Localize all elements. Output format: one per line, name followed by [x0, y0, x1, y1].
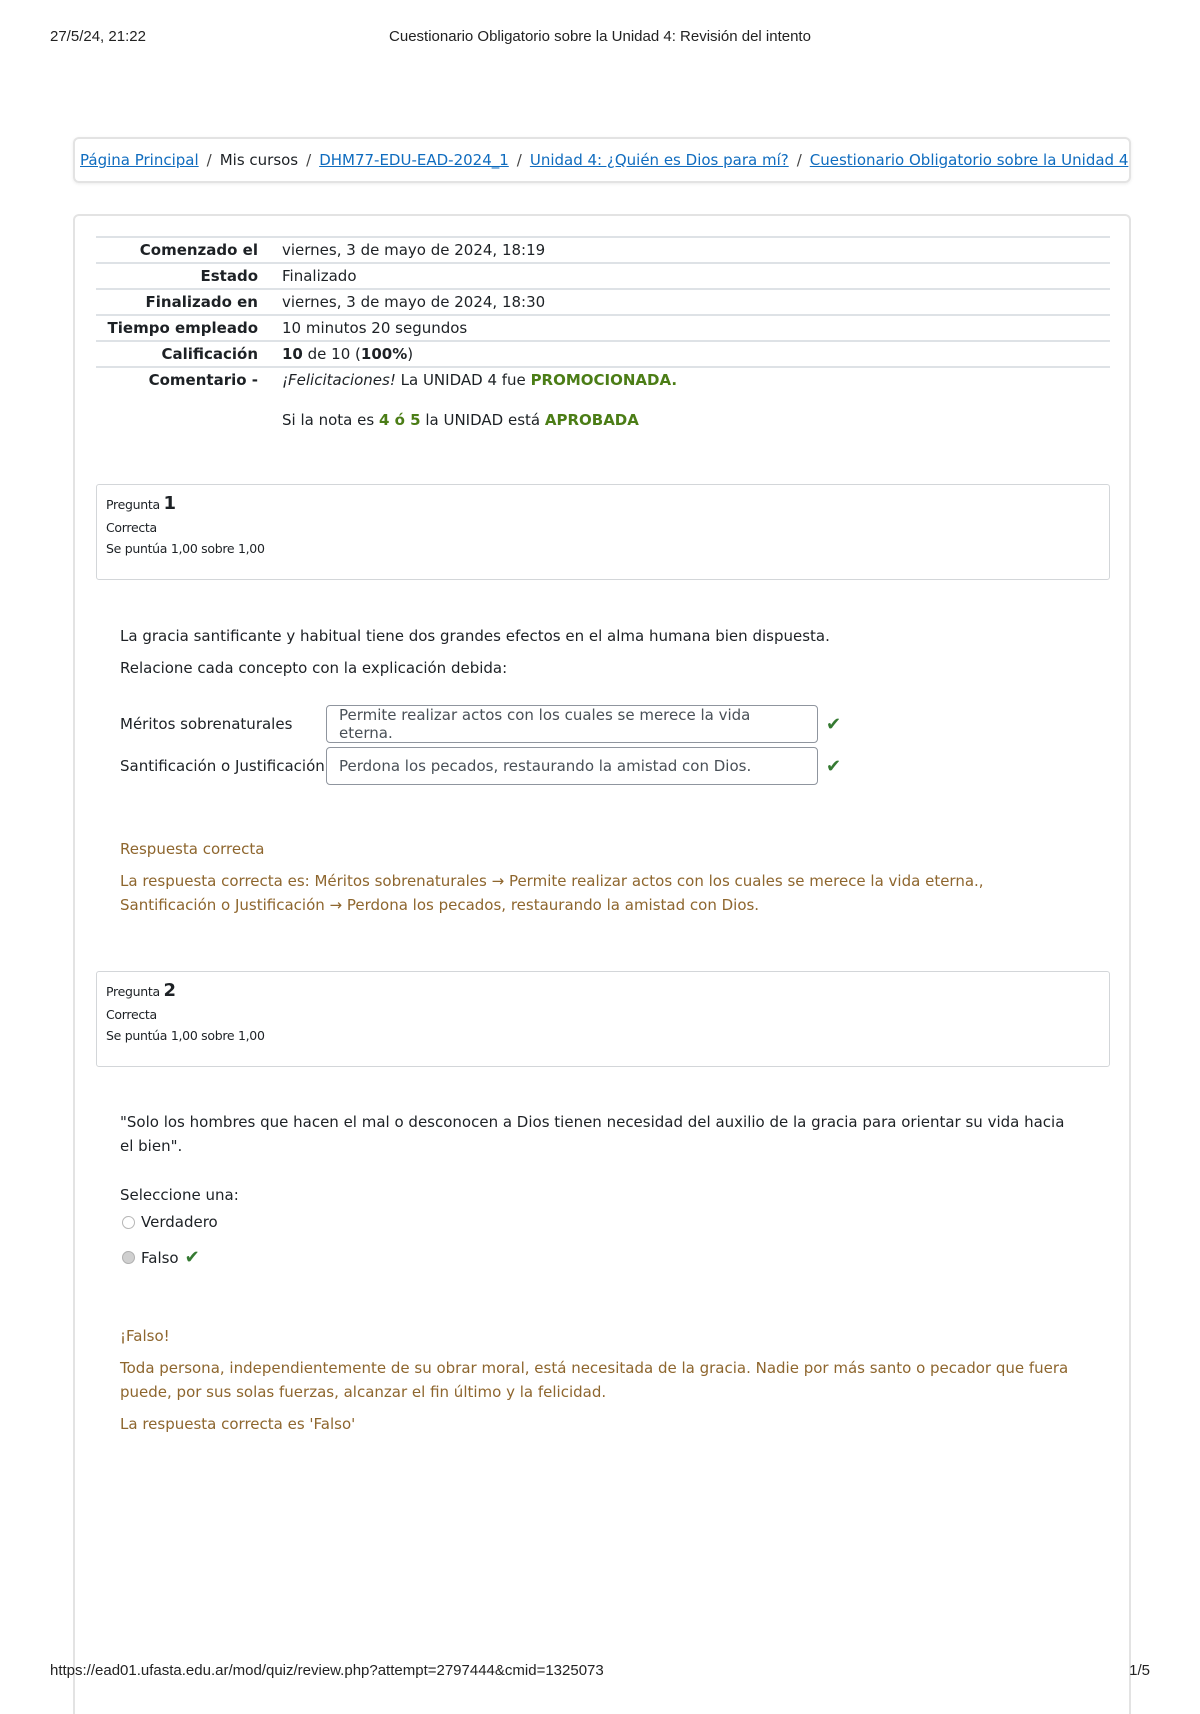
question-info-2 — [96, 971, 1110, 1067]
breadcrumb-separator: / — [306, 151, 312, 169]
grade-label: Calificación — [161, 345, 258, 363]
select-one-label: Seleccione una: — [120, 1186, 239, 1204]
print-date: 27/5/24, 21:22 — [50, 28, 146, 45]
question-number: 1 — [163, 493, 177, 514]
question-status: Correcta — [106, 520, 157, 535]
summary-row-grade — [96, 341, 1110, 367]
check-icon: ✔ — [826, 713, 842, 735]
summary-row-comment — [96, 367, 1110, 432]
summary-row-time — [96, 315, 1110, 341]
question-text-line: La gracia santificante y habitual tiene dos grandes efectos en el alma humana bien dispuesta. — [120, 627, 830, 645]
option-true[interactable] — [122, 1213, 218, 1231]
radio-checked[interactable] — [122, 1251, 135, 1264]
question-label: Pregunta — [106, 497, 160, 512]
breadcrumb-separator: / — [516, 151, 522, 169]
summary-row-state — [96, 263, 1110, 289]
comment-label: Comentario - — [148, 371, 258, 389]
option-label: Verdadero — [141, 1213, 218, 1231]
check-icon: ✔ — [826, 755, 842, 777]
attempt-summary-table — [96, 236, 1110, 432]
breadcrumb — [73, 137, 1131, 183]
match-select[interactable]: Perdona los pecados, restaurando la amistad con Dios. — [326, 747, 818, 785]
print-footer — [50, 1662, 1150, 1686]
comment-approved: APROBADA — [544, 411, 639, 429]
print-page-number: 1/5 — [1129, 1662, 1150, 1679]
comment-congrats: ¡Felicitaciones! — [282, 371, 396, 389]
feedback-body: Toda persona, independientemente de su obrar moral, está necesitada de la gracia. Nadie por más santo o pecador que fuera puede, por sus solas fuerzas, alcanzar el fin último y la felicidad. — [120, 1359, 1069, 1401]
breadcrumb-unit-link[interactable]: Unidad 4: ¿Quién es Dios para mí? — [529, 151, 789, 169]
feedback-1 — [120, 837, 1070, 925]
feedback-2 — [120, 1324, 1070, 1444]
breadcrumb-home-link[interactable]: Página Principal — [80, 151, 199, 169]
print-url: https://ead01.ufasta.edu.ar/mod/quiz/review.php?attempt=2797444&cmid=1325073 — [50, 1662, 604, 1679]
started-value: viernes, 3 de mayo de 2024, 18:19 — [282, 241, 546, 259]
question-text-1 — [120, 624, 1070, 688]
match-label: Santificación o Justificación — [120, 757, 325, 775]
time-label: Tiempo empleado — [107, 319, 258, 337]
state-value: Finalizado — [282, 267, 357, 285]
comment-text: la UNIDAD está — [425, 411, 541, 429]
match-label: Méritos sobrenaturales — [120, 715, 293, 733]
started-label: Comenzado el — [139, 241, 258, 259]
grade-of: de 10 ( — [307, 345, 361, 363]
state-label: Estado — [200, 267, 258, 285]
question-number: 2 — [163, 980, 177, 1001]
feedback-title: Respuesta correcta — [120, 840, 265, 858]
breadcrumb-separator: / — [206, 151, 212, 169]
check-icon: ✔ — [184, 1247, 200, 1268]
radio-unchecked[interactable] — [122, 1216, 135, 1229]
feedback-answer: La respuesta correcta es 'Falso' — [120, 1415, 356, 1433]
comment-line-1 — [282, 371, 1102, 389]
breadcrumb-course-link[interactable]: DHM77-EDU-EAD-2024_1 — [319, 151, 509, 169]
feedback-title: ¡Falso! — [120, 1327, 170, 1345]
match-row-2 — [120, 747, 841, 785]
print-header — [50, 28, 1150, 52]
finished-label: Finalizado en — [145, 293, 258, 311]
breadcrumb-my-courses: Mis cursos — [219, 151, 299, 169]
summary-row-finished — [96, 289, 1110, 315]
quiz-review-card — [73, 214, 1131, 1714]
print-title: Cuestionario Obligatorio sobre la Unidad 4: Revisión del intento — [389, 28, 811, 45]
match-select[interactable]: Permite realizar actos con los cuales se merece la vida eterna. — [326, 705, 818, 743]
question-status: Correcta — [106, 1007, 157, 1022]
grade-value — [274, 341, 1110, 367]
grade-score: 10 — [282, 345, 303, 363]
comment-text: Si la nota es — [282, 411, 375, 429]
comment-line-2 — [282, 411, 1102, 429]
question-prompt — [120, 1183, 1070, 1215]
finished-value: viernes, 3 de mayo de 2024, 18:30 — [282, 293, 546, 311]
time-value: 10 minutos 20 segundos — [282, 319, 468, 337]
option-label: Falso — [141, 1248, 179, 1267]
question-label: Pregunta — [106, 984, 160, 999]
question-info-1 — [96, 484, 1110, 580]
breadcrumb-separator: / — [796, 151, 802, 169]
question-text-line: "Solo los hombres que hacen el mal o desconocen a Dios tienen necesidad del auxilio de la gracia para orientar su vida hacia el bien". — [120, 1113, 1065, 1155]
comment-grade-range: 4 ó 5 — [378, 411, 421, 429]
feedback-answer: La respuesta correcta es: Méritos sobrenaturales → Permite realizar actos con los cuales se merece la vida eterna., Santificación o Justificación → Perdona los pecados, restaurando la amistad con Dios. — [120, 872, 984, 914]
comment-value — [274, 367, 1110, 432]
breadcrumb-quiz-link[interactable]: Cuestionario Obligatorio sobre la Unidad 4 — [809, 151, 1129, 169]
question-instruction: Relacione cada concepto con la explicación debida: — [120, 659, 508, 677]
comment-promoted: PROMOCIONADA. — [530, 371, 678, 389]
comment-text: La UNIDAD 4 fue — [400, 371, 526, 389]
question-score: Se puntúa 1,00 sobre 1,00 — [106, 541, 265, 556]
summary-row-started — [96, 237, 1110, 263]
grade-percent: 100% — [360, 345, 408, 363]
option-false[interactable] — [122, 1247, 200, 1268]
question-score: Se puntúa 1,00 sobre 1,00 — [106, 1028, 265, 1043]
grade-close: ) — [407, 345, 414, 363]
match-row-1 — [120, 705, 841, 743]
question-text-2 — [120, 1110, 1070, 1166]
